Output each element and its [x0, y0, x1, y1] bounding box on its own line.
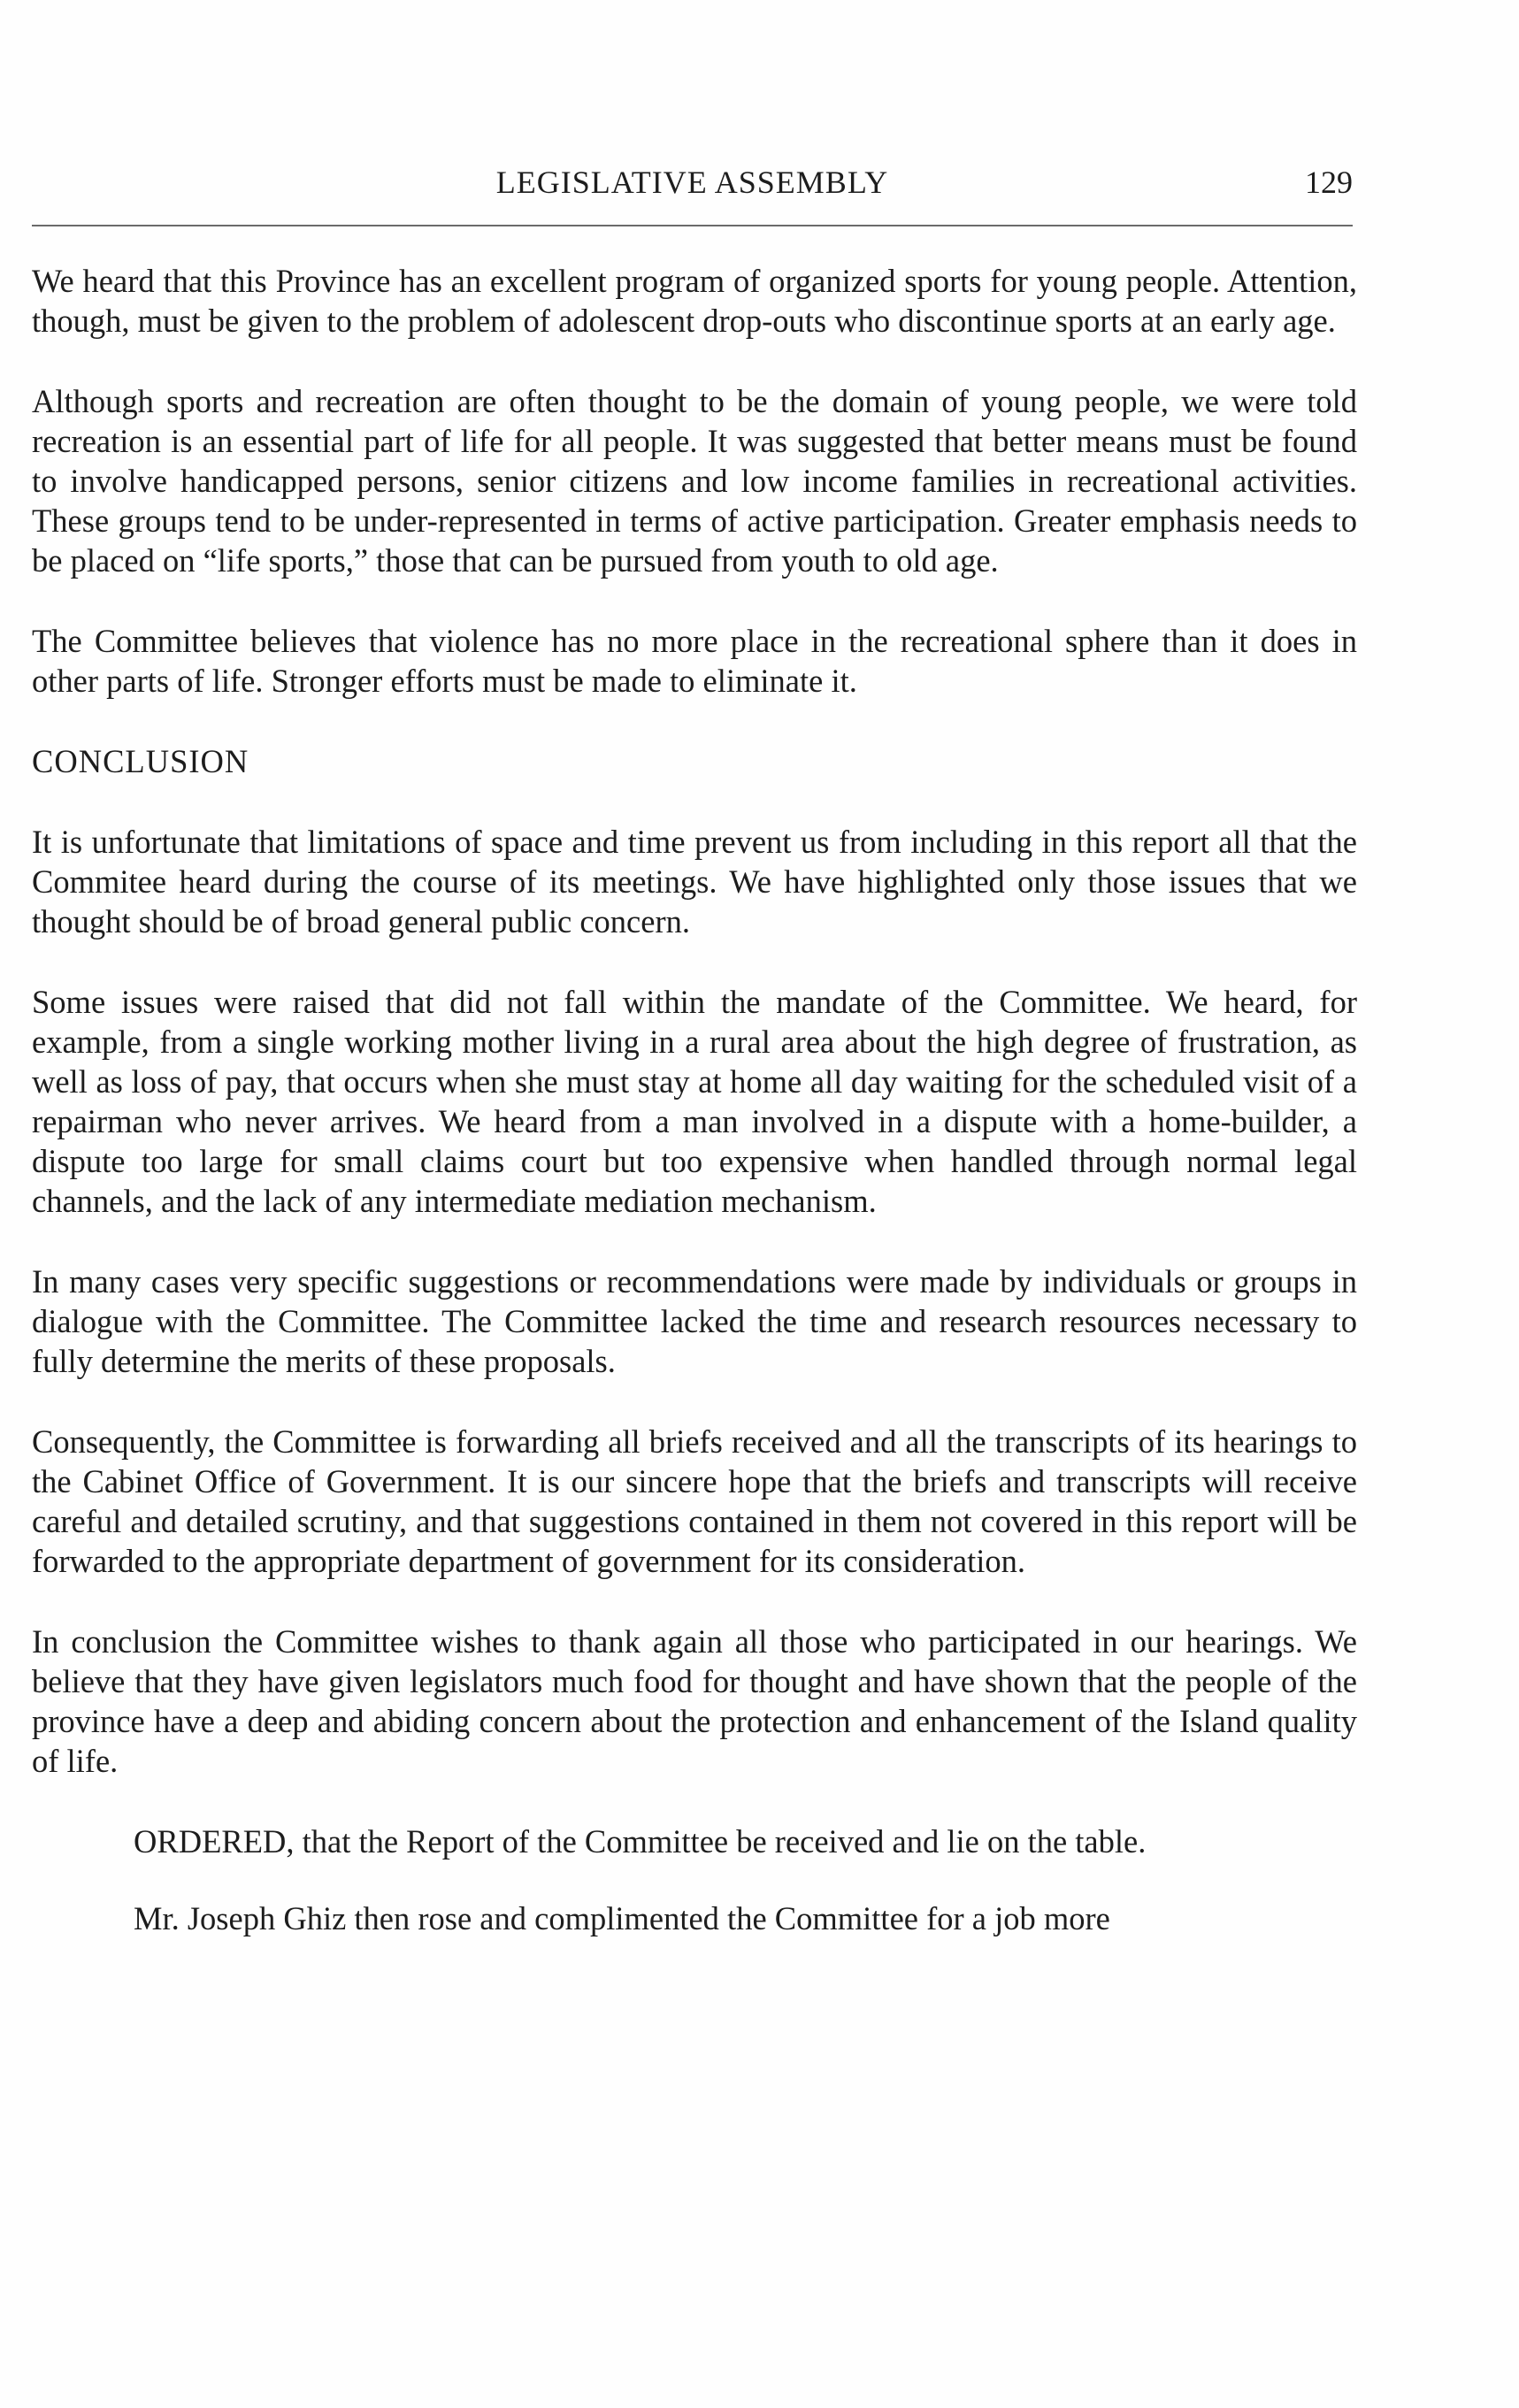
- final-line: Mr. Joseph Ghiz then rose and complimented the Committee for a job more: [134, 1900, 1110, 1936]
- running-header: [32, 157, 1353, 207]
- paragraph-limitations: It is unfortunate that limitations of space and time prevent us from including in this report all that the Commitee heard during the course of its meetings. We have highlighted only those issues that we thought should be of broad general public concern.: [32, 824, 1357, 939]
- header-rule: [32, 225, 1353, 226]
- body-text: [32, 261, 1357, 1979]
- ordered-line: ORDERED, that the Report of the Committee be received and lie on the table.: [134, 1823, 1147, 1860]
- paragraph-forwarding-briefs: Consequently, the Committee is forwarding all briefs received and all the transcripts of its hearings to the Cabinet Office of Government. It is our sincere hope that the briefs and transcripts will receive careful and detailed scrutiny, and that suggestions contained in them not covered in this report will be forwarded to the appropriate department of government for its consideration.: [32, 1423, 1357, 1579]
- paragraph-recreation-for-all: Although sports and recreation are often thought to be the domain of young people, we were told recreation is an essential part of life for all people. It was suggested that better means must be found to involve handicapped persons, senior citizens and low income families in recreational activities. These groups tend to be under-represented in terms of active participation. Greater emphasis needs to be placed on “life sports,” those that can be pursued from youth to old age.: [32, 383, 1357, 579]
- page-number: 129: [1305, 165, 1353, 200]
- running-title: LEGISLATIVE ASSEMBLY: [495, 165, 889, 200]
- paragraph-thanks: In conclusion the Committee wishes to thank again all those who participated in our hearings. We believe that they have given legislators much food for thought and have shown that the people of the province have a deep and abiding concern about the protection and enhancement of the Island quality of life.: [32, 1623, 1357, 1779]
- paragraph-suggestions: In many cases very specific suggestions or recommendations were made by individuals or groups in dialogue with the Committee. The Committee lacked the time and research resources necessary to fully determine the merits of these proposals.: [32, 1263, 1357, 1379]
- paragraph-youth-sports: We heard that this Province has an excellent program of organized sports for young people. Attention, though, must be given to the problem of adolescent drop-outs who discontinue sports at an early age.: [32, 263, 1357, 339]
- section-heading-conclusion: CONCLUSION: [32, 743, 249, 779]
- paragraph-violence: The Committee believes that violence has no more place in the recreational sphere than it does in other parts of life. Stronger efforts must be made to eliminate it.: [32, 623, 1357, 699]
- paragraph-outside-mandate: Some issues were raised that did not fall within the mandate of the Committee. We heard, for example, from a single working mother living in a rural area about the high degree of frustration, as well as loss of pay, that occurs when she must stay at home all day waiting for the scheduled visit of a repairman who never arrives. We heard from a man involved in a dispute with a home-builder, a dispute too large for small claims court but too expensive when handled through normal legal channels, and the lack of any intermediate mediation mechanism.: [32, 984, 1357, 1219]
